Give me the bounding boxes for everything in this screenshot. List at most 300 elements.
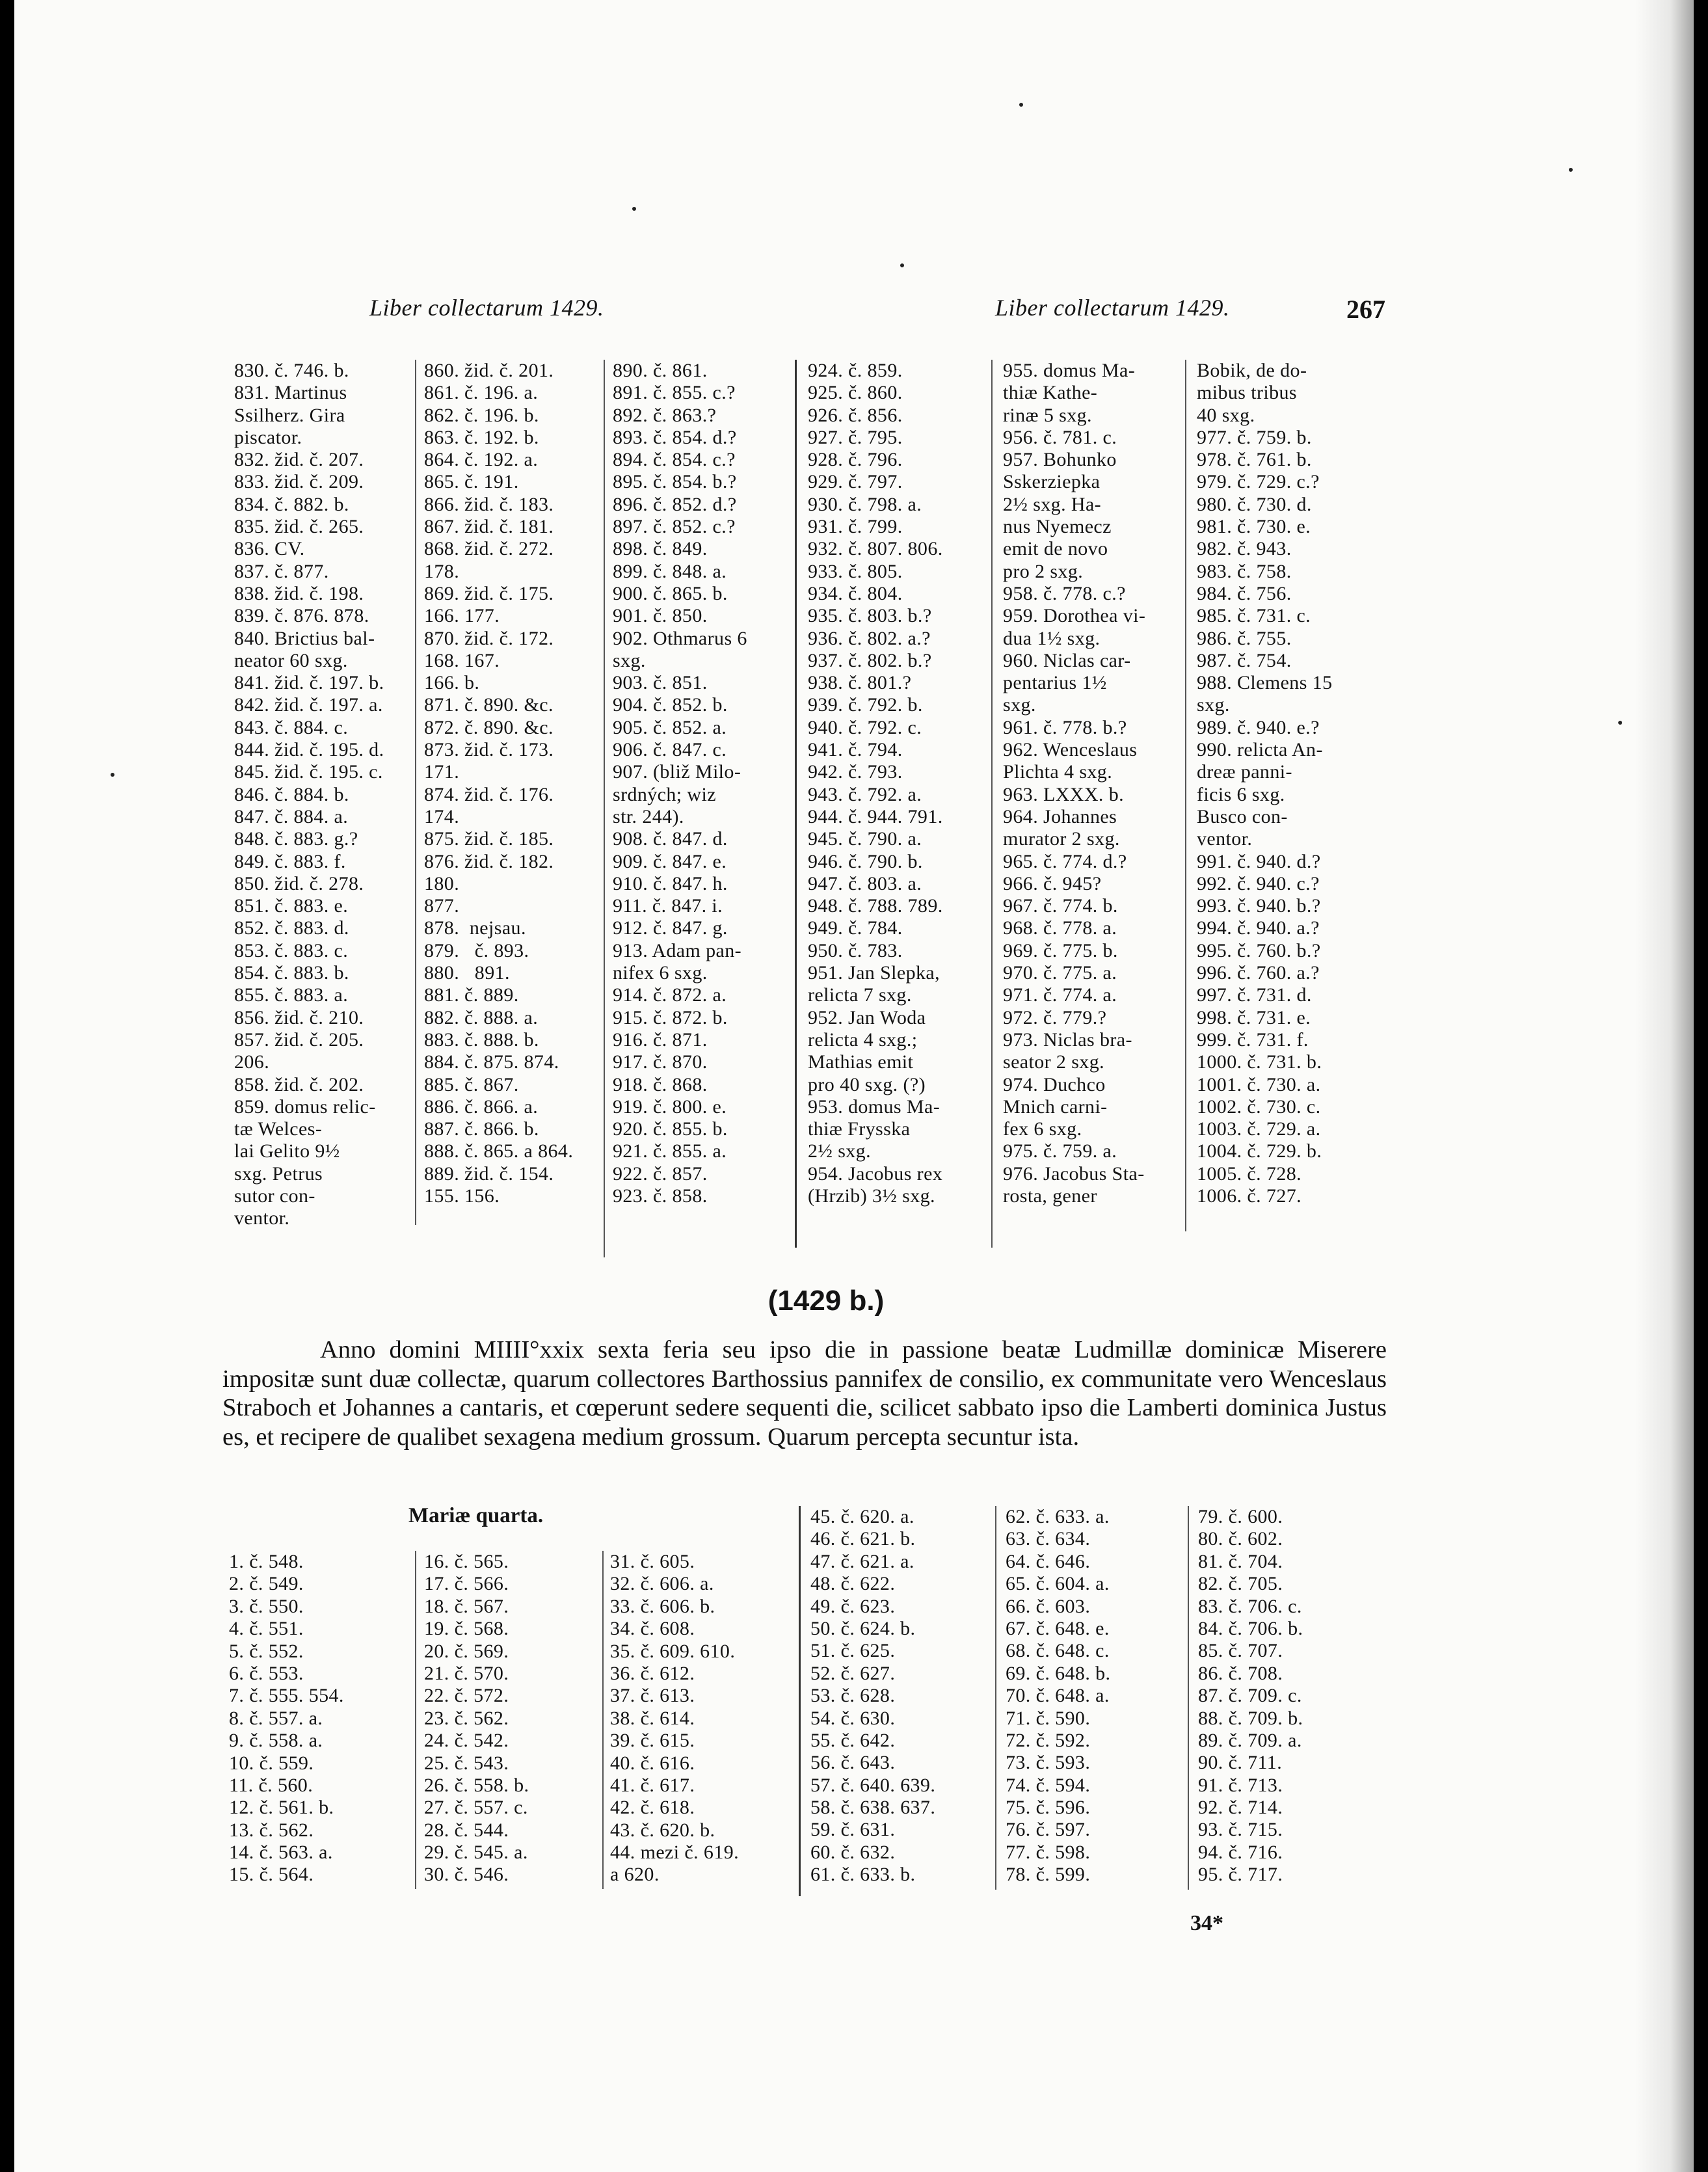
table-entry: 84. č. 706. b. <box>1198 1617 1303 1639</box>
table-entry: 917. č. 870. <box>613 1051 708 1073</box>
table-entry: Ssilherz. Gira <box>234 404 345 426</box>
table-entry: 77. č. 598. <box>1006 1841 1091 1863</box>
table-entry: 906. č. 847. c. <box>613 739 727 761</box>
table-entry: 993. č. 940. b.? <box>1197 895 1321 917</box>
table-entry: 992. č. 940. c.? <box>1197 872 1320 894</box>
table-entry: 882. č. 888. a. <box>424 1006 539 1028</box>
table-entry: pro 40 sxg. (?) <box>808 1073 926 1095</box>
table-entry: 954. Jacobus rex <box>808 1162 943 1185</box>
table-entry: 913. Adam pan- <box>613 939 742 961</box>
table-entry: 20. č. 569. <box>424 1640 509 1662</box>
table-entry: murator 2 sxg. <box>1003 828 1120 850</box>
top-column-6 <box>1197 360 1333 1207</box>
table-entry: 26. č. 558. b. <box>424 1774 529 1796</box>
table-entry: 831. Martinus <box>234 382 347 404</box>
table-entry: nifex 6 sxg. <box>613 962 708 984</box>
table-entry: 909. č. 847. e. <box>613 850 727 872</box>
table-entry: 921. č. 855. a. <box>613 1140 727 1162</box>
table-entry: 883. č. 888. b. <box>424 1028 539 1051</box>
scan-speck <box>632 207 636 211</box>
table-entry: 7. č. 555. 554. <box>229 1685 344 1707</box>
table-entry: 911. č. 847. i. <box>613 895 723 917</box>
top-column-3 <box>613 360 747 1207</box>
table-entry: 847. č. 884. a. <box>234 805 349 827</box>
table-entry: 875. žid. č. 185. <box>424 828 554 850</box>
table-entry: 64. č. 646. <box>1006 1550 1091 1572</box>
table-entry: 948. č. 788. 789. <box>808 895 943 917</box>
table-entry: 955. domus Ma- <box>1003 360 1136 381</box>
table-entry: 956. č. 781. c. <box>1003 426 1117 448</box>
running-title-right: Liber collectarum 1429. <box>995 295 1230 321</box>
table-entry: 873. žid. č. 173. <box>424 739 554 761</box>
table-entry: 998. č. 731. e. <box>1197 1006 1311 1028</box>
table-entry: 1001. č. 730. a. <box>1197 1073 1321 1095</box>
table-entry: 960. Niclas car- <box>1003 649 1131 671</box>
table-entry: neator 60 sxg. <box>234 649 348 671</box>
table-entry: 180. <box>424 872 460 894</box>
table-entry: 907. (bliž Milo- <box>613 761 741 783</box>
table-entry: 155. 156. <box>424 1185 500 1207</box>
table-entry: 877. <box>424 895 460 917</box>
table-entry: 862. č. 196. b. <box>424 404 539 426</box>
table-entry: 853. č. 883. c. <box>234 939 349 961</box>
table-entry: 996. č. 760. a.? <box>1197 962 1320 984</box>
table-entry: 844. žid. č. 195. d. <box>234 739 384 761</box>
table-entry: 15. č. 564. <box>229 1864 314 1886</box>
table-entry: 929. č. 797. <box>808 471 903 493</box>
table-entry: 59. č. 631. <box>810 1819 896 1841</box>
table-entry: 24. č. 542. <box>424 1730 509 1752</box>
table-entry: 892. č. 863.? <box>613 404 717 426</box>
table-entry: 872. č. 890. &c. <box>424 716 554 738</box>
table-entry: 30. č. 546. <box>424 1864 509 1886</box>
table-entry: 864. č. 192. a. <box>424 449 539 471</box>
table-entry: 926. č. 856. <box>808 404 903 426</box>
table-entry: 29. č. 545. a. <box>424 1842 528 1864</box>
table-entry: 3. č. 550. <box>229 1595 304 1617</box>
table-entry: 933. č. 805. <box>808 560 903 582</box>
book-page <box>14 0 1694 2172</box>
table-entry: 861. č. 196. a. <box>424 382 539 404</box>
table-entry: 979. č. 729. c.? <box>1197 471 1320 493</box>
table-entry: 999. č. 731. f. <box>1197 1028 1309 1051</box>
table-entry: 81. č. 704. <box>1198 1550 1283 1572</box>
table-entry: 867. žid. č. 181. <box>424 516 554 538</box>
table-entry: 44. mezi č. 619. <box>610 1842 740 1864</box>
table-entry: rosta, gener <box>1003 1185 1097 1207</box>
table-entry: 900. č. 865. b. <box>613 582 728 604</box>
intro-text: Anno domini MIIII°xxix sexta feria seu ipso die in passione beatæ Ludmillæ dominicæ Miserere impositæ sunt duæ collectæ, quarum collectores Barthossius pannifex de consilio, ex communitate vero Wenceslaus Straboch et Johannes a cantaris, et cœperunt sedere sequenti die, scilicet sabbato ipso die Lamberti dominica Justus es, et recipere de qualibet sexagena medium grossum. Quarum percepta secuntur ista. <box>222 1336 1387 1451</box>
table-entry: 932. č. 807. 806. <box>808 538 943 560</box>
table-entry: 88. č. 709. b. <box>1198 1707 1303 1729</box>
table-entry: 976. Jacobus Sta- <box>1003 1162 1145 1185</box>
table-entry: 49. č. 623. <box>810 1595 896 1617</box>
table-entry: 27. č. 557. c. <box>424 1797 528 1819</box>
signature-mark: 34* <box>1190 1911 1223 1935</box>
table-entry: 849. č. 883. f. <box>234 850 346 872</box>
table-entry: 52. č. 627. <box>810 1662 896 1684</box>
table-entry: 997. č. 731. d. <box>1197 984 1312 1006</box>
table-entry: dreæ panni- <box>1197 761 1292 783</box>
table-entry: 858. žid. č. 202. <box>234 1073 364 1095</box>
table-entry: 869. žid. č. 175. <box>424 582 554 604</box>
table-entry: 82. č. 705. <box>1198 1573 1283 1595</box>
table-entry: 953. domus Ma- <box>808 1095 941 1118</box>
table-entry: 905. č. 852. a. <box>613 716 727 738</box>
table-entry: 950. č. 783. <box>808 939 903 961</box>
subheading: Mariæ quarta. <box>408 1504 544 1527</box>
table-entry: 884. č. 875. 874. <box>424 1051 559 1073</box>
table-entry: mibus tribus <box>1197 382 1297 404</box>
table-entry: 79. č. 600. <box>1198 1506 1283 1527</box>
table-entry: 850. žid. č. 278. <box>234 872 364 894</box>
table-entry: 174. <box>424 805 460 827</box>
table-entry: 63. č. 634. <box>1006 1528 1091 1550</box>
table-entry: 71. č. 590. <box>1006 1707 1091 1729</box>
table-entry: 947. č. 803. a. <box>808 872 922 894</box>
table-entry: 76. č. 597. <box>1006 1819 1091 1841</box>
table-entry: 910. č. 847. h. <box>613 872 728 894</box>
table-entry: 70. č. 648. a. <box>1006 1685 1110 1707</box>
table-entry: 87. č. 709. c. <box>1198 1685 1302 1707</box>
table-entry: 6. č. 553. <box>229 1662 304 1684</box>
table-entry: 995. č. 760. b.? <box>1197 939 1321 961</box>
table-entry: 939. č. 792. b. <box>808 694 923 716</box>
table-entry: a 620. <box>610 1864 660 1886</box>
table-entry: 90. č. 711. <box>1198 1752 1283 1774</box>
table-entry: 891. č. 855. c.? <box>613 382 736 404</box>
table-entry: 72. č. 592. <box>1006 1729 1091 1751</box>
table-entry: 952. Jan Woda <box>808 1006 926 1028</box>
table-entry: 843. č. 884. c. <box>234 716 349 738</box>
table-entry: 859. domus relic- <box>234 1095 376 1118</box>
table-entry: 22. č. 572. <box>424 1685 509 1707</box>
table-entry: 935. č. 803. b.? <box>808 605 932 627</box>
table-entry: 889. žid. č. 154. <box>424 1162 554 1185</box>
table-entry: 19. č. 568. <box>424 1618 509 1640</box>
table-entry: 855. č. 883. a. <box>234 984 349 1006</box>
page-number: 267 <box>1346 295 1385 324</box>
table-entry: 838. žid. č. 198. <box>234 582 364 604</box>
table-entry: 841. žid. č. 197. b. <box>234 672 384 694</box>
table-entry: 178. <box>424 560 460 582</box>
table-entry: 854. č. 883. b. <box>234 962 349 984</box>
table-entry: 85. č. 707. <box>1198 1640 1283 1662</box>
table-entry: 980. č. 730. d. <box>1197 493 1312 515</box>
table-entry: sxg. <box>1197 694 1230 716</box>
table-entry: 837. č. 877. <box>234 560 329 582</box>
table-entry: 54. č. 630. <box>810 1707 896 1729</box>
table-entry: 856. žid. č. 210. <box>234 1006 364 1028</box>
table-entry: 925. č. 860. <box>808 382 903 404</box>
column-rule <box>604 360 605 1257</box>
table-entry: 65. č. 604. a. <box>1006 1573 1110 1595</box>
table-entry: 168. 167. <box>424 649 500 671</box>
table-entry: ventor. <box>234 1207 290 1229</box>
table-entry: Plichta 4 sxg. <box>1003 761 1113 783</box>
scan-speck <box>900 263 904 267</box>
table-entry: sutor con- <box>234 1185 315 1207</box>
table-entry: 69. č. 648. b. <box>1006 1662 1111 1684</box>
table-entry: nus Nyemecz <box>1003 516 1112 538</box>
table-entry: 38. č. 614. <box>610 1707 695 1729</box>
table-entry: 830. č. 746. b. <box>234 360 349 381</box>
table-entry: 13. č. 562. <box>229 1819 314 1841</box>
section-title: (1429 b.) <box>767 1285 885 1317</box>
table-entry: 965. č. 774. d.? <box>1003 850 1127 872</box>
table-entry: 860. žid. č. 201. <box>424 360 554 381</box>
scan-speck <box>1618 721 1622 725</box>
table-entry: 924. č. 859. <box>808 360 903 381</box>
table-entry: 959. Dorothea vi- <box>1003 605 1146 627</box>
table-entry: 878. nejsau. <box>424 917 526 939</box>
table-entry: 885. č. 867. <box>424 1073 519 1095</box>
table-entry: 5. č. 552. <box>229 1640 304 1662</box>
column-rule <box>799 1506 801 1896</box>
table-entry: 848. č. 883. g.? <box>234 828 358 850</box>
table-entry: 931. č. 799. <box>808 516 903 538</box>
table-entry: dua 1½ sxg. <box>1003 627 1101 649</box>
table-entry: 25. č. 543. <box>424 1752 509 1774</box>
table-entry: 32. č. 606. a. <box>610 1573 714 1595</box>
table-entry: 1002. č. 730. c. <box>1197 1095 1321 1118</box>
scan-speck <box>1569 168 1573 172</box>
table-entry: 978. č. 761. b. <box>1197 449 1312 471</box>
table-entry: 2. č. 549. <box>229 1573 304 1595</box>
table-entry: 946. č. 790. b. <box>808 850 923 872</box>
table-entry: 1004. č. 729. b. <box>1197 1140 1322 1162</box>
table-entry: 832. žid. č. 207. <box>234 449 364 471</box>
table-entry: 893. č. 854. d.? <box>613 426 737 448</box>
column-rule <box>415 1551 416 1889</box>
table-entry: 879. č. 893. <box>424 939 529 961</box>
table-entry: 40 sxg. <box>1197 404 1255 426</box>
table-entry: 86. č. 708. <box>1198 1662 1283 1684</box>
table-entry: 971. č. 774. a. <box>1003 984 1117 1006</box>
table-entry: piscator. <box>234 426 302 448</box>
table-entry: 937. č. 802. b.? <box>808 649 932 671</box>
table-entry: 868. žid. č. 272. <box>424 538 554 560</box>
table-entry: 994. č. 940. a.? <box>1197 917 1320 939</box>
table-entry: 31. č. 605. <box>610 1551 695 1572</box>
table-entry: 57. č. 640. 639. <box>810 1774 936 1796</box>
table-entry: 851. č. 883. e. <box>234 895 349 917</box>
table-entry: 166. b. <box>424 672 480 694</box>
top-column-5 <box>1003 360 1145 1207</box>
table-entry: 73. č. 593. <box>1006 1752 1091 1774</box>
table-entry: sxg. <box>613 649 646 671</box>
table-entry: 2½ sxg. Ha- <box>1003 493 1102 515</box>
table-entry: 46. č. 621. b. <box>810 1528 916 1550</box>
table-entry: 62. č. 633. a. <box>1006 1506 1110 1527</box>
table-entry: 934. č. 804. <box>808 582 903 604</box>
bottom-column-6 <box>1198 1506 1303 1886</box>
table-entry: 60. č. 632. <box>810 1841 896 1863</box>
table-entry: 983. č. 758. <box>1197 560 1292 582</box>
table-entry: 34. č. 608. <box>610 1618 695 1640</box>
table-entry: 928. č. 796. <box>808 449 903 471</box>
table-entry: pro 2 sxg. <box>1003 560 1084 582</box>
table-entry: 968. č. 778. a. <box>1003 917 1117 939</box>
table-entry: 880. 891. <box>424 962 510 984</box>
table-entry: 904. č. 852. b. <box>613 694 728 716</box>
table-entry: 919. č. 800. e. <box>613 1095 727 1118</box>
table-entry: 887. č. 866. b. <box>424 1118 539 1140</box>
table-entry: 944. č. 944. 791. <box>808 805 943 827</box>
table-entry: 988. Clemens 15 <box>1197 672 1333 694</box>
table-entry: 881. č. 889. <box>424 984 519 1006</box>
table-entry: 852. č. 883. d. <box>234 917 349 939</box>
table-entry: 75. č. 596. <box>1006 1797 1091 1819</box>
table-entry: 74. č. 594. <box>1006 1774 1091 1796</box>
column-rule <box>795 360 797 1248</box>
bottom-column-1 <box>229 1551 344 1886</box>
table-entry: 888. č. 865. a 864. <box>424 1140 574 1162</box>
table-entry: 865. č. 191. <box>424 471 519 493</box>
table-entry: relicta 4 sxg.; <box>808 1028 918 1051</box>
table-entry: 17. č. 566. <box>424 1573 509 1595</box>
table-entry: 95. č. 717. <box>1198 1864 1283 1886</box>
table-entry: 916. č. 871. <box>613 1028 708 1051</box>
table-entry: 14. č. 563. a. <box>229 1842 333 1864</box>
table-entry: ventor. <box>1197 828 1253 850</box>
table-entry: 918. č. 868. <box>613 1073 708 1095</box>
table-entry: 897. č. 852. c.? <box>613 516 736 538</box>
table-entry: 842. žid. č. 197. a. <box>234 694 383 716</box>
column-rule <box>991 360 993 1248</box>
table-entry: 895. č. 854. b.? <box>613 471 737 493</box>
table-entry: 936. č. 802. a.? <box>808 627 931 649</box>
bottom-column-5 <box>1006 1506 1110 1886</box>
table-entry: 80. č. 602. <box>1198 1528 1283 1550</box>
table-entry: 949. č. 784. <box>808 917 903 939</box>
table-entry: 16. č. 565. <box>424 1551 509 1572</box>
table-entry: 35. č. 609. 610. <box>610 1640 736 1662</box>
table-entry: 986. č. 755. <box>1197 627 1292 649</box>
table-entry: 984. č. 756. <box>1197 582 1292 604</box>
table-entry: 171. <box>424 761 460 783</box>
table-entry: 896. č. 852. d.? <box>613 493 737 515</box>
table-entry: 991. č. 940. d.? <box>1197 850 1321 872</box>
table-entry: 973. Niclas bra- <box>1003 1028 1132 1051</box>
top-column-2 <box>424 360 573 1207</box>
top-column-1 <box>234 360 384 1230</box>
table-entry: pentarius 1½ <box>1003 672 1107 694</box>
table-entry: Sskerziepka <box>1003 471 1101 493</box>
table-entry: 961. č. 778. b.? <box>1003 716 1127 738</box>
table-entry: 12. č. 561. b. <box>229 1797 334 1819</box>
table-entry: Busco con- <box>1197 805 1288 827</box>
table-entry: 886. č. 866. a. <box>424 1095 539 1118</box>
table-entry: 94. č. 716. <box>1198 1841 1283 1863</box>
table-entry: thiæ Kathe- <box>1003 382 1098 404</box>
table-entry: 923. č. 858. <box>613 1185 708 1207</box>
scan-speck <box>1019 103 1023 107</box>
table-entry: 908. č. 847. d. <box>613 828 728 850</box>
table-entry: 1003. č. 729. a. <box>1197 1118 1321 1140</box>
table-entry: 972. č. 779.? <box>1003 1006 1107 1028</box>
table-entry: 963. LXXX. b. <box>1003 783 1125 805</box>
running-title-left: Liber collectarum 1429. <box>369 295 604 321</box>
table-entry: 40. č. 616. <box>610 1752 695 1774</box>
table-entry: 166. 177. <box>424 605 500 627</box>
table-entry: Mnich carni- <box>1003 1095 1108 1118</box>
table-entry: 874. žid. č. 176. <box>424 783 554 805</box>
table-entry: 23. č. 562. <box>424 1707 509 1729</box>
table-entry: 941. č. 794. <box>808 739 903 761</box>
table-entry: 942. č. 793. <box>808 761 903 783</box>
scan-edge-shading <box>1635 0 1694 2172</box>
table-entry: sxg. Petrus <box>234 1162 323 1185</box>
table-entry: 4. č. 551. <box>229 1618 304 1640</box>
table-entry: 835. žid. č. 265. <box>234 516 364 538</box>
table-entry: Mathias emit <box>808 1051 914 1073</box>
table-entry: emit de novo <box>1003 538 1108 560</box>
table-entry: 11. č. 560. <box>229 1774 314 1796</box>
table-entry: 943. č. 792. a. <box>808 783 922 805</box>
table-entry: Bobik, de do- <box>1197 360 1307 381</box>
bottom-column-3 <box>610 1551 739 1886</box>
table-entry: 36. č. 612. <box>610 1662 695 1684</box>
table-entry: 78. č. 599. <box>1006 1864 1091 1886</box>
table-entry: 833. žid. č. 209. <box>234 471 364 493</box>
table-entry: fex 6 sxg. <box>1003 1118 1082 1140</box>
table-entry: lai Gelito 9½ <box>234 1140 340 1162</box>
top-column-4 <box>808 360 943 1207</box>
table-entry: 1. č. 548. <box>229 1551 304 1572</box>
table-entry: 56. č. 643. <box>810 1752 896 1774</box>
table-entry: 863. č. 192. b. <box>424 426 539 448</box>
table-entry: 33. č. 606. b. <box>610 1595 715 1617</box>
table-entry: 927. č. 795. <box>808 426 903 448</box>
table-entry: 9. č. 558. a. <box>229 1730 323 1752</box>
table-entry: 839. č. 876. 878. <box>234 605 369 627</box>
table-entry: 206. <box>234 1051 270 1073</box>
table-entry: 985. č. 731. c. <box>1197 605 1311 627</box>
table-entry: 898. č. 849. <box>613 538 708 560</box>
table-entry: 903. č. 851. <box>613 672 708 694</box>
table-entry: str. 244). <box>613 805 684 827</box>
scan-speck <box>111 773 114 777</box>
table-entry: 876. žid. č. 182. <box>424 850 554 872</box>
table-entry: 962. Wenceslaus <box>1003 739 1138 761</box>
table-entry: 92. č. 714. <box>1198 1797 1283 1819</box>
table-entry: 51. č. 625. <box>810 1640 896 1662</box>
table-entry: 66. č. 603. <box>1006 1595 1091 1617</box>
table-entry: 951. Jan Slepka, <box>808 962 941 984</box>
table-entry: 61. č. 633. b. <box>810 1864 916 1886</box>
table-entry: 834. č. 882. b. <box>234 493 349 515</box>
table-entry: 899. č. 848. a. <box>613 560 727 582</box>
table-entry: 974. Duchco <box>1003 1073 1106 1095</box>
table-entry: 10. č. 559. <box>229 1752 314 1774</box>
table-entry: 2½ sxg. <box>808 1140 871 1162</box>
table-entry: 958. č. 778. c.? <box>1003 582 1126 604</box>
column-rule <box>1185 360 1186 1231</box>
table-entry: 8. č. 557. a. <box>229 1707 323 1729</box>
table-entry: seator 2 sxg. <box>1003 1051 1105 1073</box>
table-entry: 969. č. 775. b. <box>1003 939 1118 961</box>
table-entry: srdných; wiz <box>613 783 716 805</box>
table-entry: 846. č. 884. b. <box>234 783 349 805</box>
table-entry: 957. Bohunko <box>1003 449 1117 471</box>
table-entry: 845. žid. č. 195. c. <box>234 761 383 783</box>
column-rule <box>995 1506 996 1890</box>
table-entry: 47. č. 621. a. <box>810 1550 914 1572</box>
table-entry: 55. č. 642. <box>810 1729 896 1751</box>
table-entry: 981. č. 730. e. <box>1197 516 1311 538</box>
table-entry: 93. č. 715. <box>1198 1819 1283 1841</box>
